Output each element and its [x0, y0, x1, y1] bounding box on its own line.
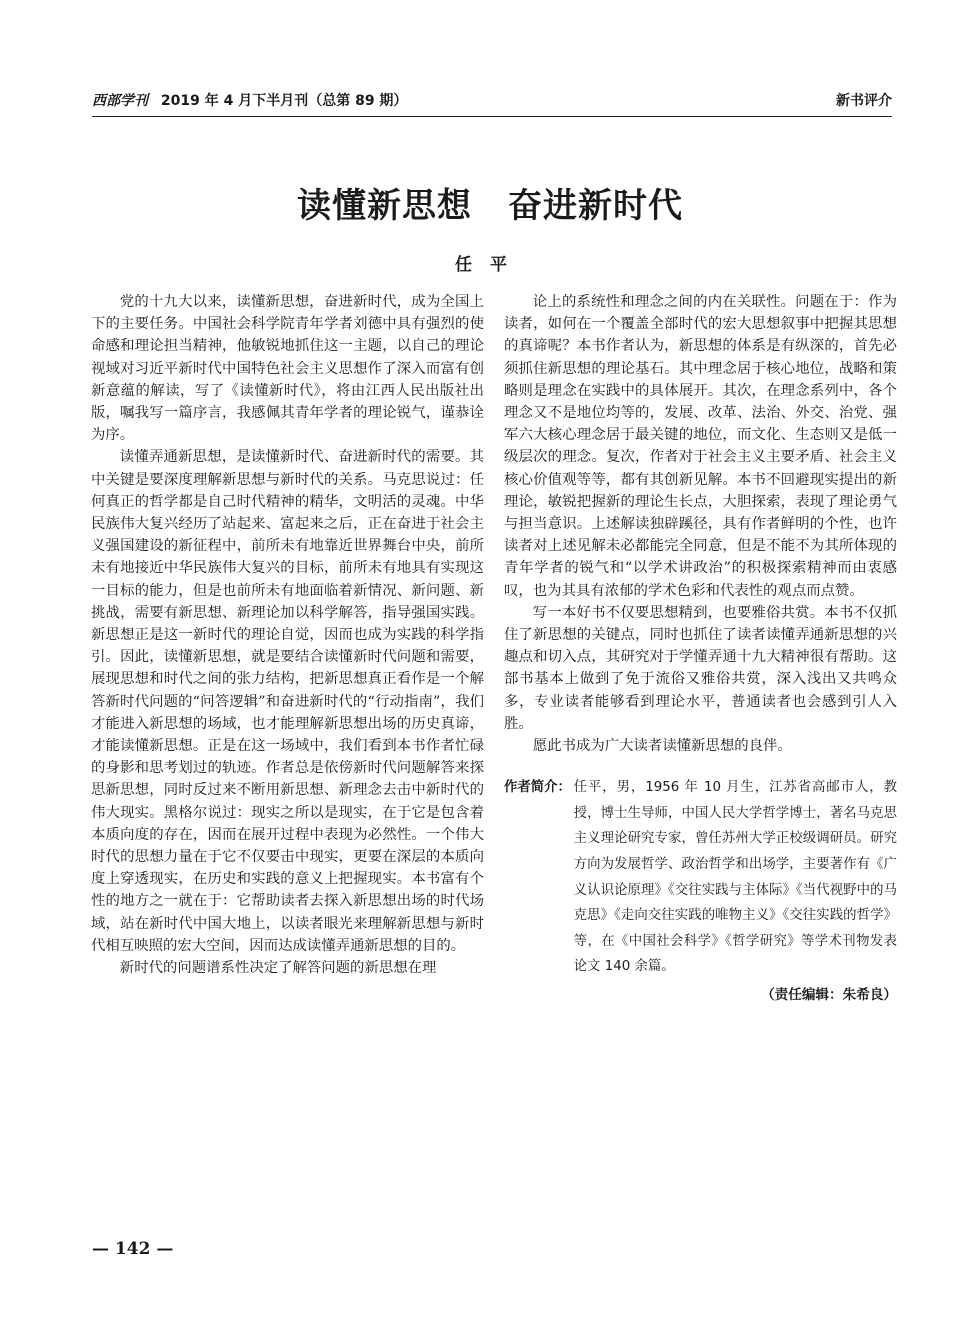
issue-info: 2019 年 4 月下半月刊（总第 89 期） — [160, 93, 408, 109]
header-divider — [92, 116, 892, 117]
body-paragraph: 读懂弄通新思想，是读懂新时代、奋进新时代的需要。其中关键是要深度理解新思想与新时代的关系。马克思说过：任何真正的哲学都是自己时代精神的精华，文明活的灵魂。中华民族伟大复兴经历了站起来、富起来之后，正在奋进于社会主义强国建设的新征程中，前所未有地靠近世界舞台中央，前所未有地接近中华民族伟大复兴的目标，前所未有地具有实现这一目标的能力，但是也前所未有地面临着新情况、新问题、新挑战，需要有新思想、新理论加以科学解答，指导强国实践。新思想正是这一新时代的理论自觉，因而也成为实践的科学指引。因此，读懂新思想，就是要结合读懂新时代问题和需要，展现思想和时代之间的张力结构，把新思想真正看作是一个解答新时代问题的“问答逻辑”和奋进新时代的“行动指南”，我们才能进入新思想的场域，也才能理解新思想出场的历史真谛，才能读懂新思想。正是在这一场域中，我们看到本书作者忙碌的身影和思考划过的轨迹。作者总是依傍新时代问题解答来探思新思想，同时反过来不断用新思想、新理念去击中新时代的伟大现实。黑格尔说过：现实之所以是现实，在于它是包含着本质向度的存在，因而在展开过程中表现为必然性。一个伟大时代的思想力量在于它不仅要击中现实，更要在深层的本质向度上穿透现实，在历史和实践的意义上把握现实。本书富有个性的地方之一就在于：它帮助读者去探入新思想出场的时代场域，站在新时代中国大地上，以读者眼光来理解新思想与新时代相互映照的宏大空间，因而达成读懂弄通新思想的目的。 — [91, 449, 484, 954]
author-bio-text: 任平，男，1956 年 10 月生，江苏省高邮市人，教授，博士生导师，中国人民大学哲学博士，著名马克思主义理论研究专家，曾任苏州大学正校级调研员。研究方向为发展哲学、政治哲学和出场学，主要著作有《广义认识论原理》《交往实践与主体际》《当代视野中的马克思》《走向交往实践的唯物主义》《交往实践的哲学》等，在《中国社会科学》《哲学研究》等学术刊物发表论文 140 余篇。 — [573, 780, 897, 975]
journal-name: 西部学刊 — [92, 93, 148, 109]
running-header — [92, 90, 892, 112]
body-paragraph: 新时代的问题谱系性决定了解答问题的新思想在理 — [119, 960, 437, 977]
title-part-1: 读懂新思想 — [297, 186, 472, 226]
section-name: 新书评介 — [836, 93, 892, 109]
page-number: — 142 — — [92, 1239, 174, 1259]
journal-info — [92, 90, 407, 110]
responsible-editor: （责任编辑：朱希良） — [761, 987, 897, 1004]
body-paragraph: 论上的系统性和理念之间的内在关联性。问题在于：作为读者，如何在一个覆盖全部时代的宏大思想叙事中把握其思想的真谛呢？本书作者认为，新思想的体系是有纵深的，首先必须抓住新思想的理论基石。其中理念居于核心地位，战略和策略则是理念在实践中的具体展开。其次，在理念系列中，各个理念又不是地位均等的，发展、改革、法治、外交、治党、强军六大核心理念居于最关键的地位，而文化、生态则又是低一级层次的理念。复次，作者对于社会主义主要矛盾、社会主义核心价值观等等，都有其创新见解。本书不回避现实提出的新理论，敏锐把握新的理论生长点，大胆探索，表现了理论勇气与担当意识。上述解读独辟蹊径，具有作者鲜明的个性，也许读者对上述见解未必都能完全同意，但是不能不为其所体现的青年学者的锐气和“以学术讲政治”的积极探索精神而由衷感叹，也为其具有浓郁的学术色彩和代表性的观点而点赞。 — [504, 294, 897, 599]
body-paragraph: 愿此书成为广大读者读懂新思想的良伴。 — [532, 738, 792, 755]
author-bio — [504, 775, 897, 980]
body-paragraph: 写一本好书不仅要思想精到，也要雅俗共赏。本书不仅抓住了新思想的关键点，同时也抓住了读者读懂弄通新思想的兴趣点和切入点，其研究对于学懂弄通十九大精神很有帮助。这部书基本上做到了免于流俗又雅俗共赏，深入浅出又共鸣众多，专业读者能够看到理论水平，普通读者也会感到引人入胜。 — [504, 604, 897, 732]
author-bio-label: 作者简介： — [504, 780, 571, 796]
right-column — [504, 291, 897, 1006]
body-paragraph: 党的十九大以来，读懂新思想，奋进新时代，成为全国上下的主要任务。中国社会科学院青年学者刘德中具有强烈的使命感和理论担当精神，他敏锐地抓住这一主题，以自己的理论视域对习近平新时代中国特色社会主义思想作了深入而富有创新意蕴的解读，写了《读懂新时代》，将由江西人民出版社出版，嘱我写一篇序言，我感佩其青年学者的理论锐气，谨恭诠为序。 — [91, 294, 484, 444]
article-author: 任平 — [455, 255, 525, 275]
title-part-2: 奋进新时代 — [508, 186, 683, 226]
left-column — [91, 291, 484, 979]
article-title — [0, 178, 980, 227]
